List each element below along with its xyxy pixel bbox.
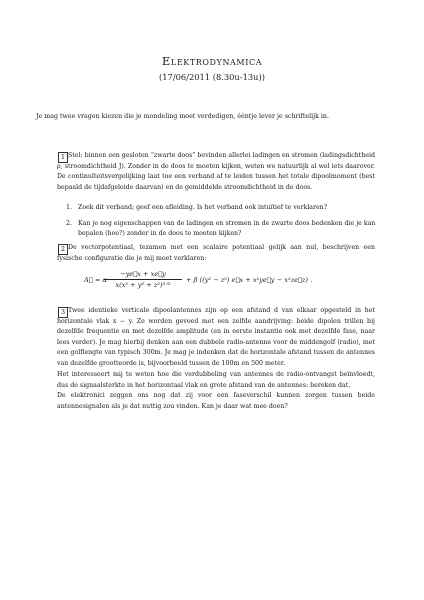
vector-potential-equation [84, 270, 384, 298]
question-number-1: 1 [58, 152, 68, 163]
subitem-label: 1. [66, 204, 72, 211]
question-3-paragraph-3: De elektronici zeggen ons nog dat zij voor een faseverschil kunnen zorgen tussen beide antennesignalen als je dat nuttig zou vinden. Kan je daar wat mee doen? [57, 392, 375, 410]
question-number-3: 3 [58, 307, 68, 318]
question-3-paragraph-1: Twee identieke verticale dipoolantennes zijn op een afstand d van elkaar opgesteld in het horizontale vlak x − y. Ze worden gevoed met een zelfde aandrijving: beide dipolen trillen bij dezelfde frequentie en met dezelfde amplitude (en in eerste instantie ook met dezelfde fase, naar lees verder). Je mag hierbij denken aan een dubbele radio-antenne voor de middengolf (radio), met een golflengte van typisch 300m. Je mag je indenken dat de horizontale afstand tussen de antennes van dezelfde grootteorde is, bijvoorbeeld tussen de 100m en 500 meter. [57, 307, 375, 367]
intro-text: Je mag twee vragen kiezen die je mondeling moet verdedigen, ééntje lever je schriftelijk in. [36, 113, 329, 120]
question-3-paragraph-2: Het interesseert mij te weten hoe die verdubbeling van antennes de radio-ontvangst beïnvloedt, dus de signaalsterkte in het horizontaal vlak en grote afstand van de antennes: bereken dat. [57, 371, 375, 389]
question-1-text: Stel: binnen een gesloten “zwarte doos” bevinden allerlei ladingen en stromen (ladingsdichtheid ρ, stroomdichtheid J). Zonder in de doos te moeten kijken, weten we natuurlijk al wel iets daarover. De continuïteitsvergelijking laat toe een verband af te leiden tussen het totale dipoolmoment (best bepaald de tijdafgeleide daarvan) en de gemiddelde stroomdichtheid in de doos. [57, 152, 375, 191]
question-2-text: De vectorpotentiaal, tezamen met een scalaire potentiaal gelijk aan nul, beschrijven een fysische configuratie die je mij moet verklaren: [57, 244, 375, 262]
equation-numerator: −ye⃗x + xe⃗y [104, 270, 182, 280]
equation-lhs: A⃗ = α [84, 276, 107, 284]
subitem-text: Zoek dit verband; geef een afleiding. Is het verband ook intuïtief te verklaren? [78, 204, 328, 211]
question-1-subitem-2 [66, 219, 376, 239]
subitem-label: 2. [66, 220, 72, 227]
equation-rhs: + β ((y² − z²) e⃗x + x²ye⃗y − x²ze⃗z) . [186, 276, 313, 284]
page-title: Elektrodynamica [161, 54, 263, 68]
question-1-subitem-1 [66, 203, 376, 213]
subitem-text: Kan je nog eigenschappen van de ladingen en stromen in de zwarte doos bedenken die je kan bepalen (hoe?) zonder in de doos te moeten kijken? [78, 220, 376, 237]
question-number-2: 2 [58, 244, 68, 255]
equation-fraction [104, 270, 182, 289]
exam-date: (17/06/2011 (8.30u-13u)) [159, 72, 265, 82]
equation-denominator: x(x² + y² + z²)³ᐟ² [115, 281, 171, 289]
